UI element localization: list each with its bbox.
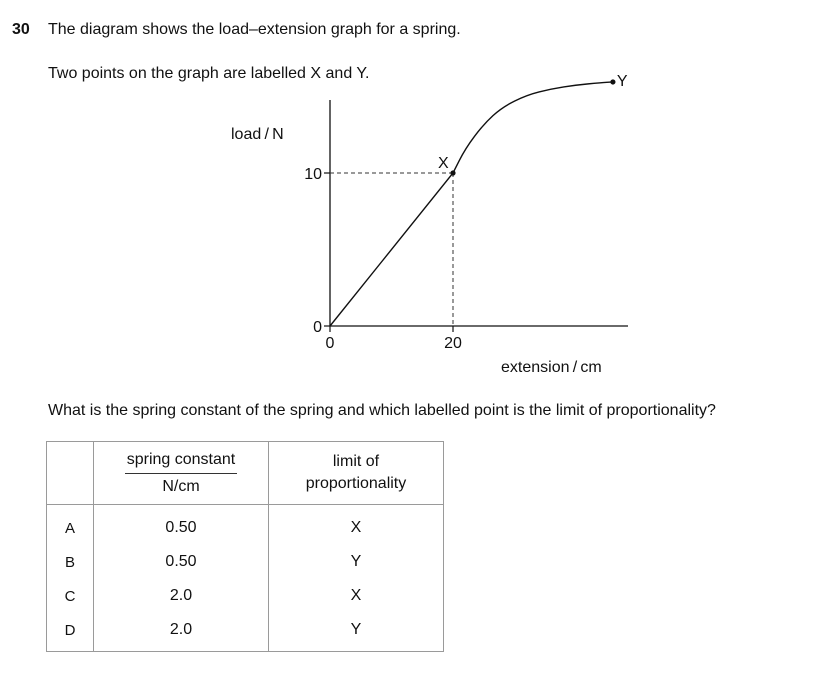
question-intro: The diagram shows the load–extension graph for a spring. (48, 21, 461, 38)
question-number: 30 (12, 21, 30, 38)
option-letter: A (47, 505, 94, 546)
point-x-marker (450, 170, 455, 175)
question-prompt: What is the spring constant of the spring and which labelled point is the limit of proportionality? (48, 402, 716, 419)
option-spring-constant: 2.0 (94, 579, 269, 613)
question-points-text: Two points on the graph are labelled X and Y. (48, 65, 370, 82)
option-limit: X (269, 579, 444, 613)
answer-row-c (47, 579, 444, 613)
header-limit-line2: proportionality (305, 475, 407, 492)
option-letter: D (47, 613, 94, 652)
option-letter: B (47, 545, 94, 579)
answer-table (46, 441, 444, 652)
header-limit-line1: limit of (332, 453, 380, 470)
option-limit: X (269, 505, 444, 546)
spring-curve (330, 82, 613, 326)
option-letter: C (47, 579, 94, 613)
option-limit: Y (269, 613, 444, 652)
x-axis-label: extension / cm (501, 359, 602, 376)
option-spring-constant: 0.50 (94, 505, 269, 546)
header-spring-constant-unit: N/cm (162, 477, 200, 495)
option-spring-constant: 0.50 (94, 545, 269, 579)
y-tick-10-label: 10 (304, 166, 322, 183)
point-x-label: X (438, 155, 449, 172)
y-tick-0-label: 0 (313, 319, 322, 336)
header-letter-cell (47, 442, 94, 505)
header-limit (269, 442, 444, 505)
header-spring-constant (94, 442, 269, 505)
x-tick-20-label: 20 (444, 335, 462, 352)
x-tick-0-label: 0 (325, 335, 335, 352)
y-axis-label: load / N (231, 126, 284, 143)
header-spring-constant-label: spring constant (125, 449, 238, 474)
point-y-marker (610, 79, 615, 84)
answer-row-a (47, 505, 444, 546)
answer-row-b (47, 545, 444, 579)
answer-row-d (47, 613, 444, 652)
option-limit: Y (269, 545, 444, 579)
option-spring-constant: 2.0 (94, 613, 269, 652)
point-y-label: Y (616, 72, 628, 90)
